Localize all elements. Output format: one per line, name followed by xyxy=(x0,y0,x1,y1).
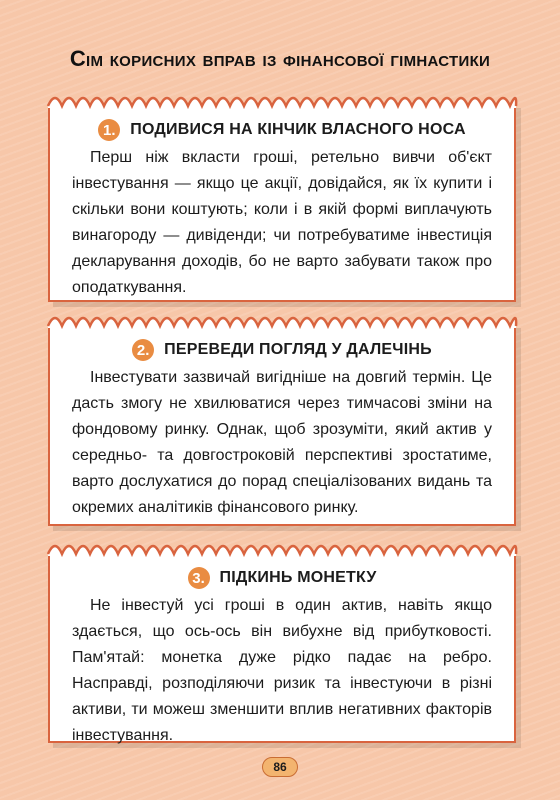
exercise-card-1 xyxy=(48,103,516,302)
torn-edge-decoration xyxy=(48,92,516,108)
card-body: Інвестувати зазвичай вигідніше на довгий термін. Це дасть змогу не хвилюватися через тимчасові зміни на фондовому ринку. Однак, щоб зрозуміти, який актив у середньо- та довгостроковій перспективі зростатиме, варто дослухатися до порад спеціалізованих видань та окремих аналітиків фінансового ринку. xyxy=(72,369,492,516)
torn-edge-decoration xyxy=(48,312,516,328)
number-badge: 1. xyxy=(98,119,120,141)
card-heading: ПЕРЕВЕДИ ПОГЛЯД У ДАЛЕЧІНЬ xyxy=(164,341,432,358)
number-badge: 2. xyxy=(132,339,154,361)
card-heading: ПОДИВИСЯ НА КІНЧИК ВЛАСНОГО НОСА xyxy=(130,121,466,138)
card-body: Не інвестуй усі гроші в один актив, навіть якщо здається, що ось-ось він вибухне від прибутковості. Пам'ятай: монетка дуже рідко падає на ребро. Насправді, розподіляючи ризик та інвестуючи в різні активи, ти можеш зменшити вплив негативних факторів інвестування. xyxy=(72,597,492,744)
card-body: Перш ніж вкласти гроші, ретельно вивчи об'єкт інвестування — якщо це акції, довідайся, як їх купити і скільки вони коштують; коли і в якій формі виплачують винагороду — дивіденди; чи потребуватиме інвестиція декларування доходів, бо не варто забувати також про оподаткування. xyxy=(72,149,492,296)
card-heading: ПІДКИНЬ МОНЕТКУ xyxy=(219,569,377,586)
page-number: 86 xyxy=(262,757,298,777)
torn-edge-decoration xyxy=(48,540,516,556)
page-title: Сім корисних вправ із фінансової гімнастики xyxy=(69,46,491,71)
exercise-card-2 xyxy=(48,323,516,526)
number-badge: 3. xyxy=(188,567,210,589)
exercise-card-3 xyxy=(48,551,516,743)
